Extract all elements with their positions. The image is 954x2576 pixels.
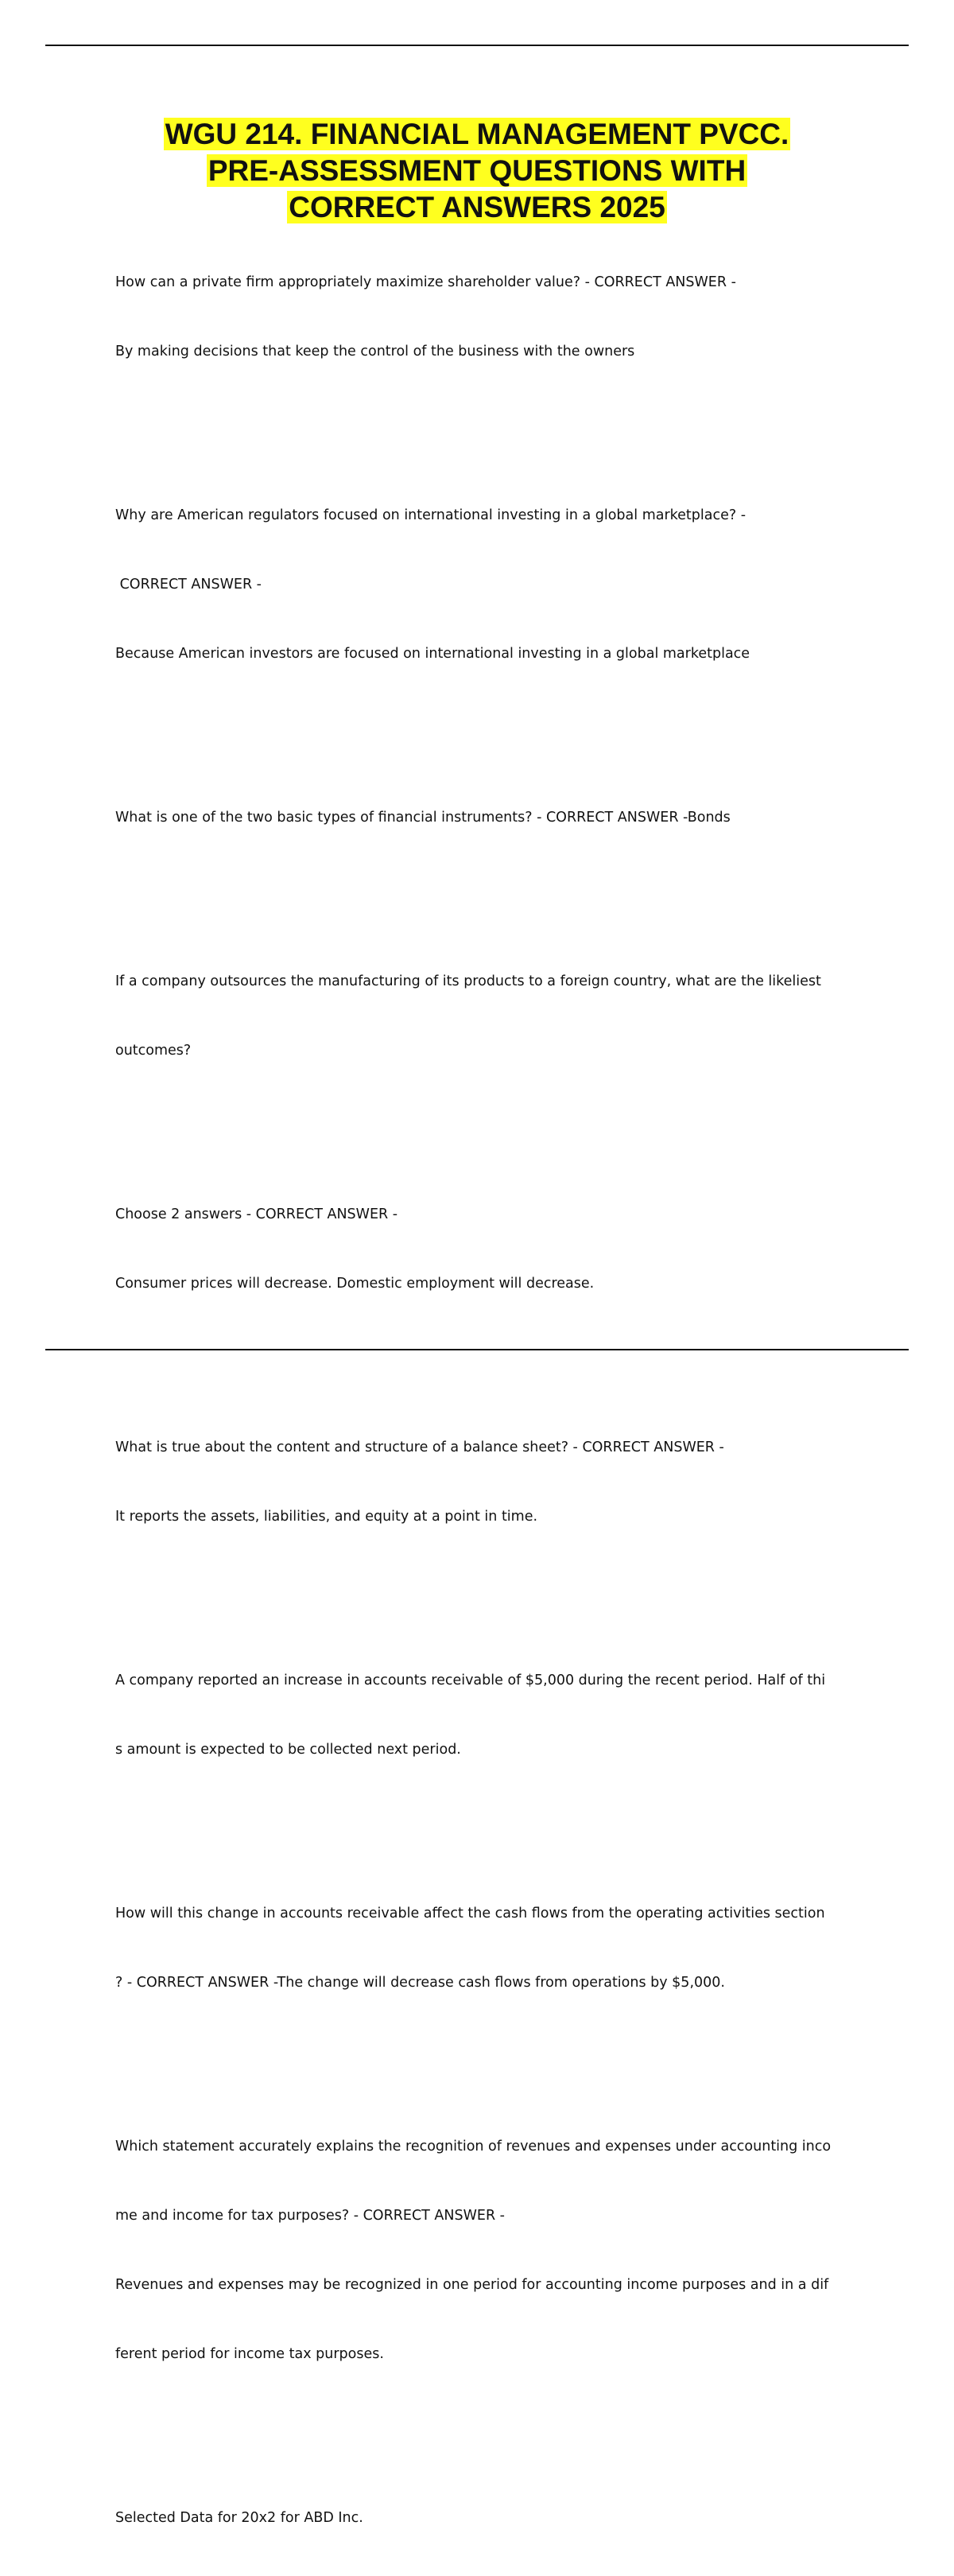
text-line: It reports the assets, liabilities, and equity at a point in time. (115, 1509, 538, 1525)
document-title (80, 116, 874, 226)
text-line: ? - CORRECT ANSWER -The change will decrease cash flows from operations by $5,000. (115, 1975, 725, 1991)
text-line: If a company outsources the manufacturing of its products to a foreign country, what are the likeliest (115, 973, 821, 989)
text-line: A company reported an increase in accounts receivable of $5,000 during the recent period. Half of thi (115, 1673, 826, 1688)
text-line: How can a private firm appropriately maximize shareholder value? - CORRECT ANSWER - (115, 274, 736, 290)
text-line: Why are American regulators focused on international investing in a global marketplace? - (115, 507, 747, 523)
text-line: Because American investors are focused on international investing in a global marketplace (115, 646, 750, 662)
qa-paragraph (115, 458, 863, 712)
qa-paragraph (115, 1623, 863, 1808)
text-line: Revenues and expenses may be recognized in one period for accounting income purposes and in a dif (115, 2277, 829, 2293)
bottom-rule (45, 1349, 909, 1350)
text-line: Selected Data for 20x2 for ABD Inc. (115, 2510, 363, 2526)
qa-paragraph (115, 2461, 863, 2576)
top-rule (45, 45, 909, 46)
qa-paragraph (115, 225, 863, 410)
qa-paragraph (115, 924, 863, 1109)
text-line: s amount is expected to be collected next period. (115, 1742, 461, 1758)
text-line: Which statement accurately explains the recognition of revenues and expenses under accounting inco (115, 2139, 832, 2154)
text-line: By making decisions that keep the control of the business with the owners (115, 344, 635, 359)
title-line: PRE-ASSESSMENT QUESTIONS WITH (207, 154, 747, 187)
text-line: What is true about the content and structure of a balance sheet? - CORRECT ANSWER - (115, 1440, 724, 1455)
document-body (115, 225, 863, 2576)
text-line: CORRECT ANSWER - (115, 577, 262, 593)
qa-paragraph (115, 1390, 863, 1575)
text-line: outcomes? (115, 1043, 192, 1059)
text-line: Consumer prices will decrease. Domestic employment will decrease. (115, 1276, 595, 1292)
qa-paragraph (115, 760, 863, 876)
title-line: WGU 214. FINANCIAL MANAGEMENT PVCC. (165, 118, 789, 150)
qa-paragraph (115, 1856, 863, 2041)
qa-paragraph (115, 2089, 863, 2412)
title-line: CORRECT ANSWERS 2025 (289, 191, 665, 223)
text-line: What is one of the two basic types of financial instruments? - CORRECT ANSWER -Bonds (115, 810, 731, 826)
text-line: Choose 2 answers - CORRECT ANSWER - (115, 1206, 398, 1222)
text-line: me and income for tax purposes? - CORRECT ANSWER - (115, 2208, 505, 2224)
qa-paragraph (115, 1157, 863, 1342)
text-line: How will this change in accounts receivable affect the cash flows from the operating activities section (115, 1906, 825, 1921)
text-line: ferent period for income tax purposes. (115, 2346, 384, 2362)
